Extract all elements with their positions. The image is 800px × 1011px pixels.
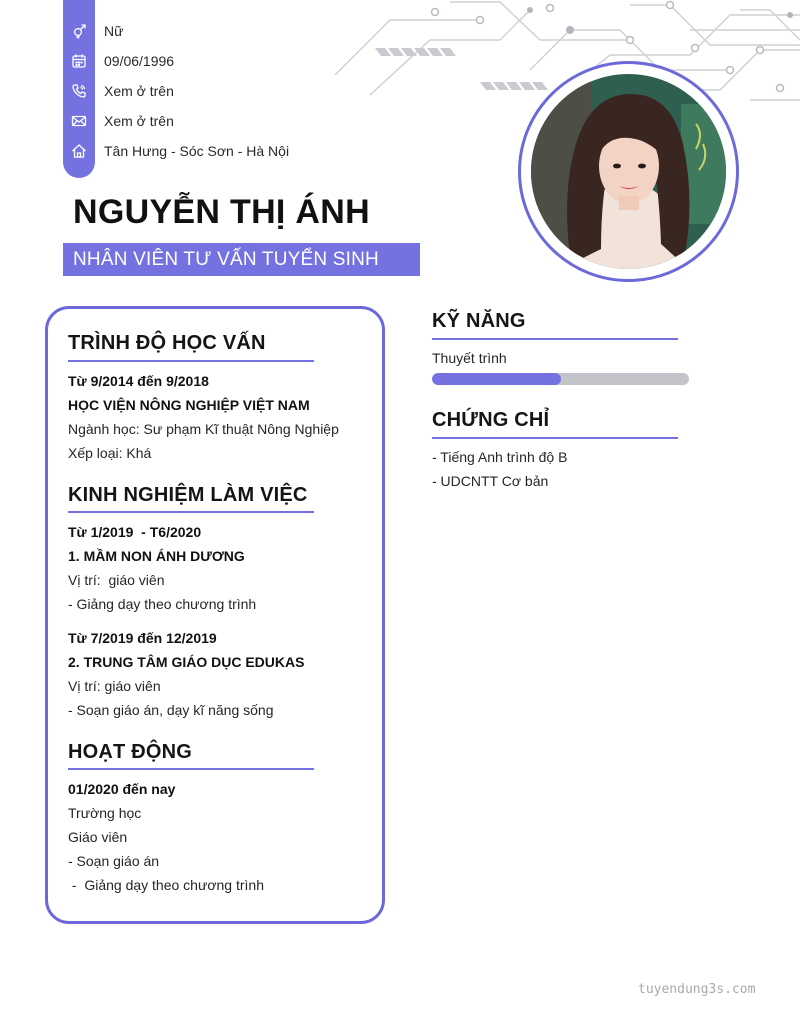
job-company: 1. MẦM NON ÁNH DƯƠNG [68, 548, 245, 564]
home-icon [63, 136, 95, 166]
activity-line: Giáo viên [68, 829, 128, 845]
profile-photo-frame [518, 61, 739, 282]
skills-title: KỸ NĂNG [432, 310, 526, 332]
gender-icon [63, 16, 95, 46]
experience-title: KINH NGHIỆM LÀM VIỆC [68, 484, 308, 506]
skill-name: Thuyết trình [432, 350, 507, 366]
activity-line: - Giảng dạy theo chương trình [68, 877, 264, 893]
job-period: Từ 7/2019 đến 12/2019 [68, 630, 217, 646]
education-period: Từ 9/2014 đến 9/2018 [68, 373, 209, 389]
birthday-text: 09/06/1996 [104, 53, 175, 69]
activities-divider [68, 768, 314, 770]
job-position: Vị trí: giáo viên [68, 572, 165, 588]
job-company: 2. TRUNG TÂM GIÁO DỤC EDUKAS [68, 654, 305, 670]
job-period: Từ 1/2019 - T6/2020 [68, 524, 202, 540]
email-text: Xem ở trên [104, 113, 174, 129]
activity-line: Trường học [68, 805, 142, 821]
contact-list [63, 16, 289, 166]
skills-divider [432, 338, 678, 340]
contact-email [63, 106, 289, 136]
contact-gender [63, 16, 289, 46]
education-divider [68, 360, 314, 362]
activities-title: HOẠT ĐỘNG [68, 741, 193, 763]
education-grade: Xếp loại: Khá [68, 445, 152, 461]
education-title: TRÌNH ĐỘ HỌC VẤN [68, 332, 266, 354]
activities-period: 01/2020 đến nay [68, 781, 176, 797]
mail-icon [63, 106, 95, 136]
gender-text: Nữ [104, 23, 124, 39]
skill-level-bar [432, 373, 689, 385]
role-text: NHÂN VIÊN TƯ VẤN TUYỂN SINH [73, 248, 379, 270]
education-school: HỌC VIỆN NÔNG NGHIỆP VIỆT NAM [68, 397, 310, 413]
certificate-item: - Tiếng Anh trình độ B [432, 449, 568, 465]
phone-text: Xem ở trên [104, 83, 174, 99]
certificates-title: CHỨNG CHỈ [432, 409, 550, 431]
contact-address [63, 136, 289, 166]
education-major: Ngành học: Sư phạm Kĩ thuật Nông Nghiệp [68, 421, 339, 437]
experience-divider [68, 511, 314, 513]
phone-icon [63, 76, 95, 106]
address-text: Tân Hưng - Sóc Sơn - Hà Nội [104, 143, 290, 159]
activity-line: - Soạn giáo án [68, 853, 160, 869]
skill-level-fill [432, 373, 561, 385]
role-banner [63, 243, 420, 276]
job-description: - Giảng dạy theo chương trình [68, 596, 257, 612]
certificate-item: - UDCNTT Cơ bản [432, 473, 549, 489]
certificates-divider [432, 437, 678, 439]
candidate-name: NGUYỄN THỊ ÁNH [73, 193, 370, 231]
contact-birthday [63, 46, 289, 76]
profile-photo [531, 74, 726, 269]
job-position: Vị trí: giáo viên [68, 678, 161, 694]
calendar-icon [63, 46, 95, 76]
watermark: tuyendung3s.com [638, 982, 756, 997]
job-description: - Soạn giáo án, dạy kĩ năng sống [68, 702, 274, 718]
contact-phone [63, 76, 289, 106]
